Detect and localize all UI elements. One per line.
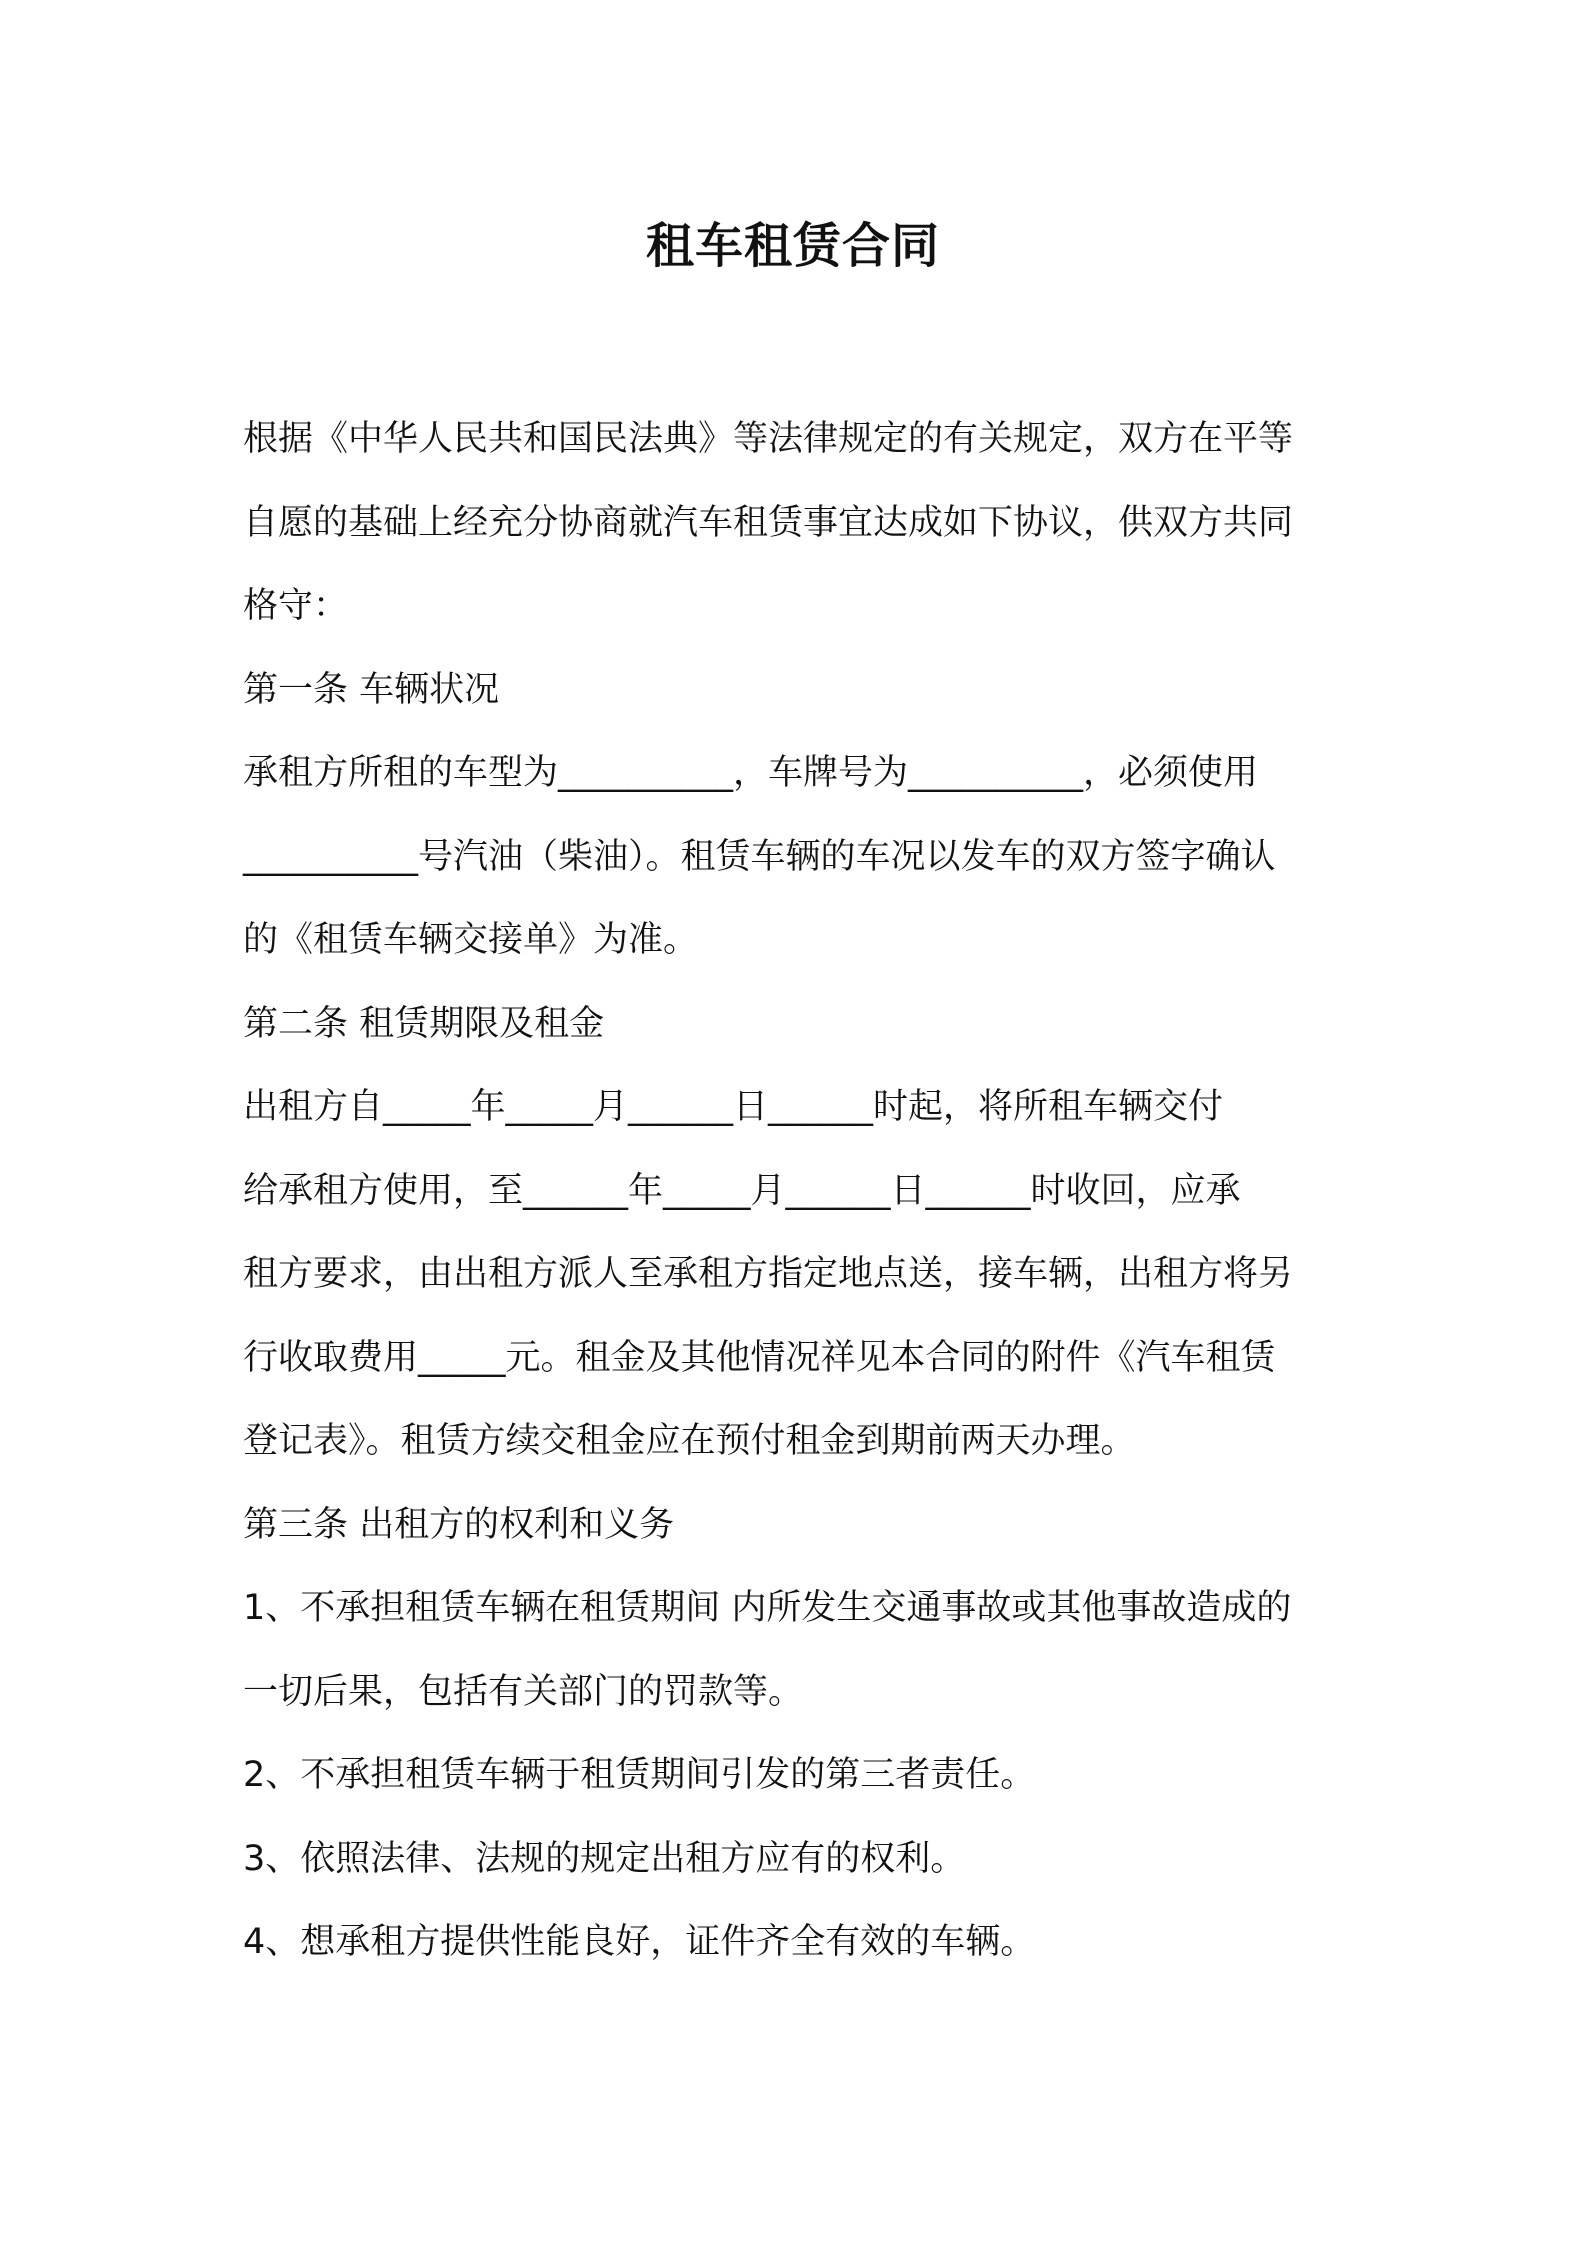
article-3-heading: 第三条 出租方的权利和义务 bbox=[243, 1504, 675, 1545]
article-1-line-2: __________号汽油（柴油）。租赁车辆的车况以发车的双方签字确认 bbox=[243, 836, 1276, 877]
article-3-item-2: 2、不承担租赁车辆于租赁期间引发的第三者责任。 bbox=[243, 1755, 1036, 1795]
article-1-heading: 第一条 车辆状况 bbox=[243, 669, 500, 710]
article-2-line-1: 出租方自_____年_____月______日______时起，将所租车辆交付 bbox=[243, 1087, 1224, 1127]
body-line-intro-2: 自愿的基础上经充分协商就汽车租赁事宜达成如下协议，供双方共同 bbox=[243, 502, 1294, 543]
body-line-intro-3: 格守： bbox=[243, 586, 349, 626]
article-3-item-1-line-2: 一切后果，包括有关部门的罚款等。 bbox=[243, 1671, 804, 1712]
article-3-item-1-line-1: 1、不承担租赁车辆在租赁期间 内所发生交通事故或其他事故造成的 bbox=[243, 1588, 1292, 1628]
article-2-line-2: 给承租方使用，至______年_____月______日______时收回，应承 bbox=[243, 1170, 1241, 1211]
article-3-item-4: 4、想承租方提供性能良好，证件齐全有效的车辆。 bbox=[243, 1922, 1036, 1962]
article-2-line-4: 行收取费用_____元。租金及其他情况祥见本合同的附件《汽车租赁 bbox=[243, 1337, 1276, 1378]
article-1-line-3: 的《租赁车辆交接单》为准。 bbox=[243, 920, 699, 960]
article-2-line-5: 登记表》。租赁方续交租金应在预付租金到期前两天办理。 bbox=[243, 1421, 1136, 1461]
article-2-line-3: 租方要求，由出租方派人至承租方指定地点送，接车辆，出租方将另 bbox=[243, 1254, 1294, 1294]
body-line-intro-1: 根据《中华人民共和国民法典》等法律规定的有关规定，双方在平等 bbox=[243, 419, 1294, 459]
article-2-heading: 第二条 租赁期限及租金 bbox=[243, 1003, 605, 1044]
article-1-line-1: 承租方所租的车型为__________，车牌号为__________，必须使用 bbox=[243, 753, 1259, 793]
article-3-item-3: 3、依照法律、法规的规定出租方应有的权利。 bbox=[243, 1838, 966, 1879]
document-title: 租车租赁合同 bbox=[645, 218, 940, 274]
document-body bbox=[243, 398, 1363, 1985]
